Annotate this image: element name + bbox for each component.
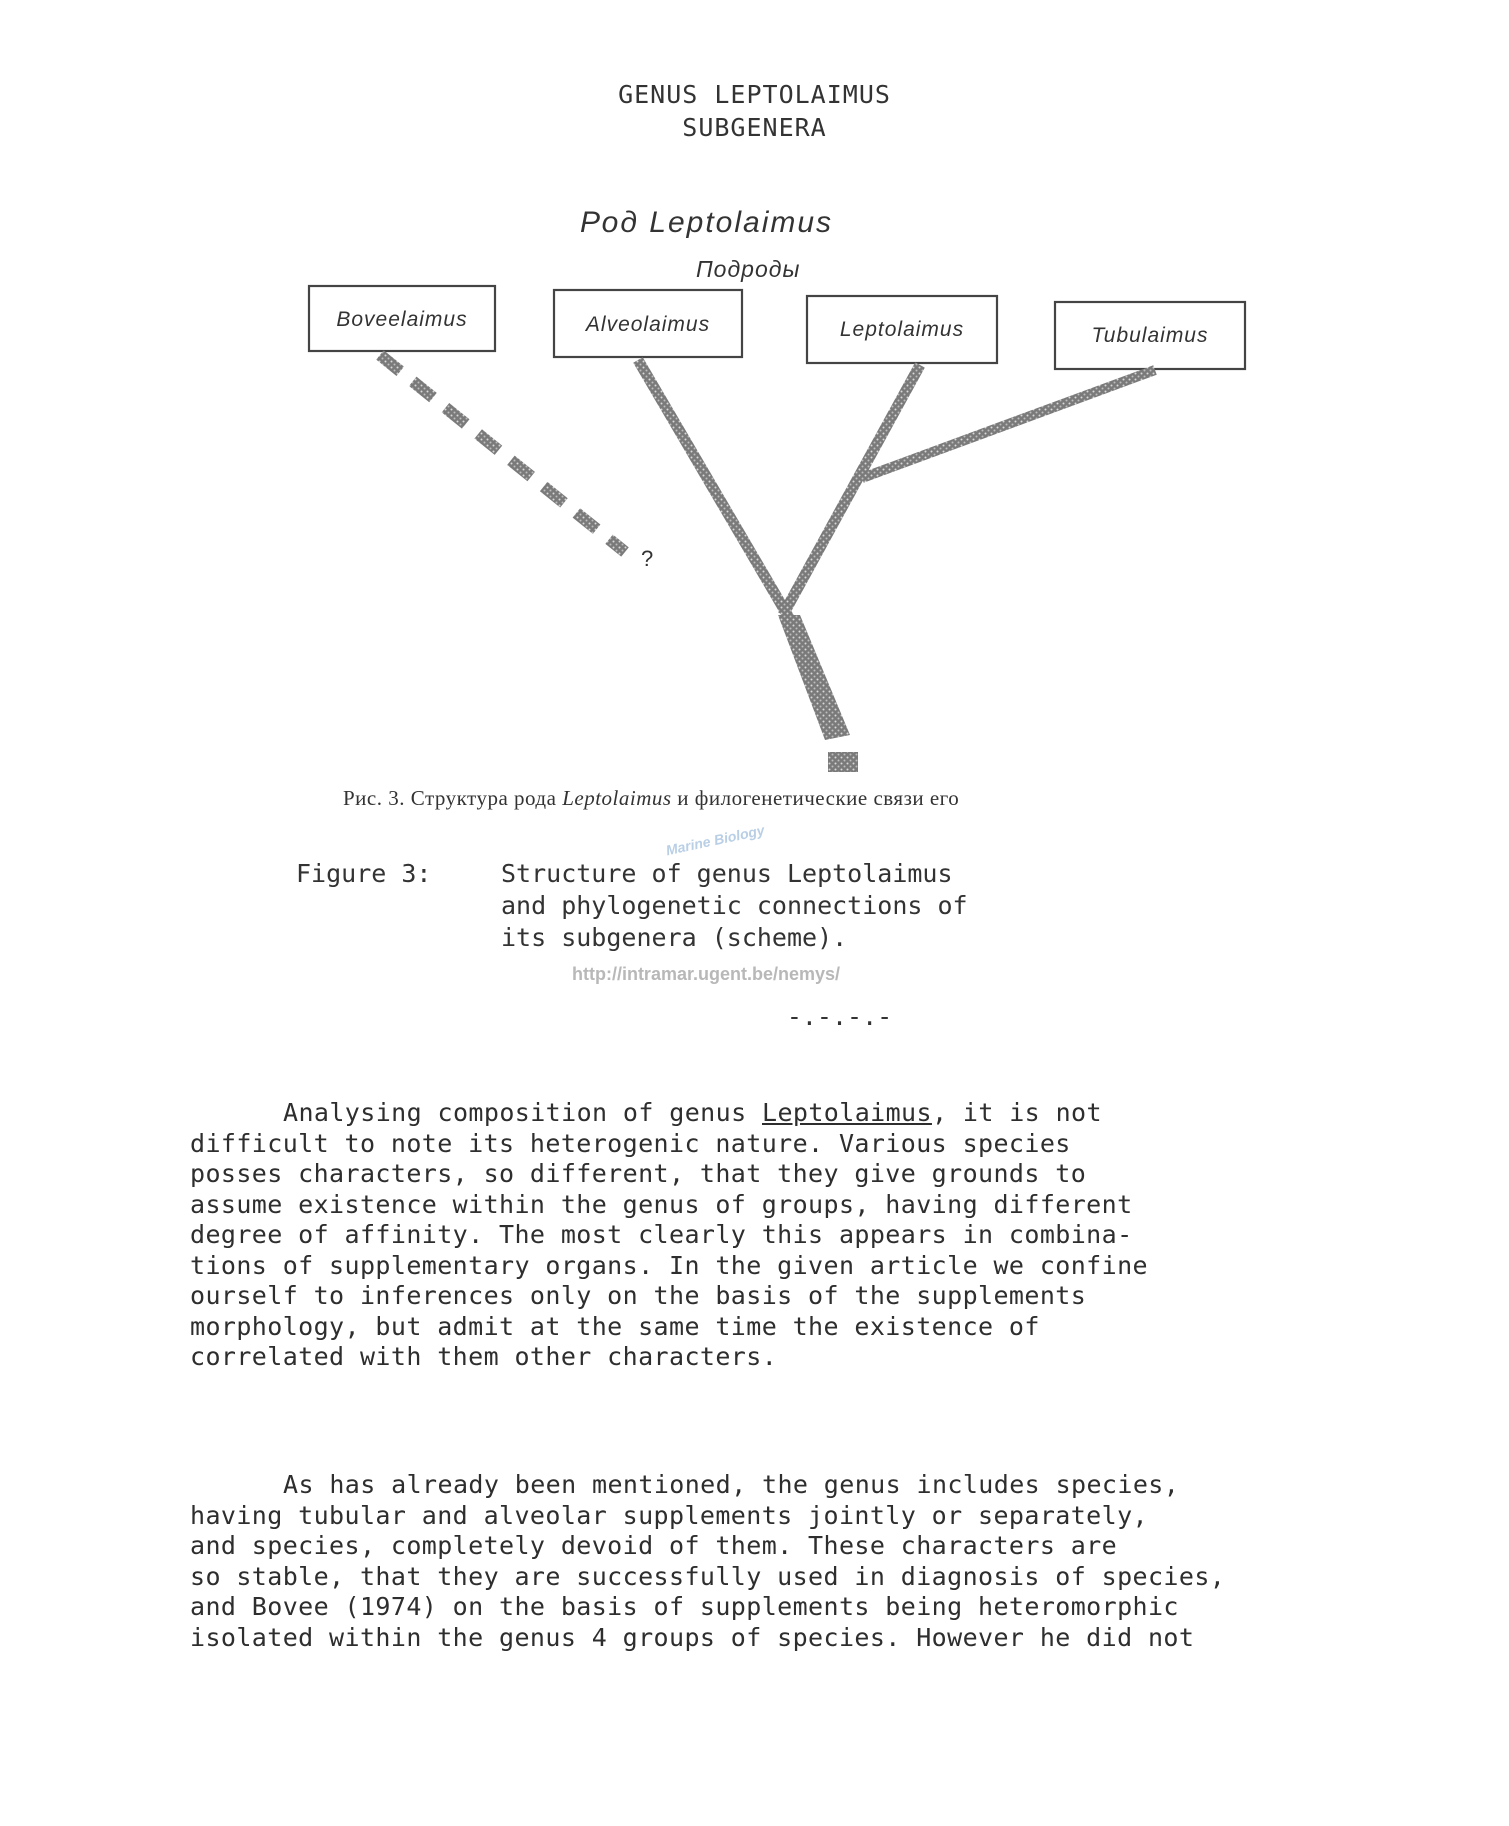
- box-label-alveolaimus: Alveolaimus: [585, 313, 711, 336]
- diagram-heading: Род Leptolaimus: [580, 206, 834, 239]
- branch-alveolaimus: [638, 360, 795, 628]
- paragraph-2: [190, 1470, 1225, 1653]
- figure-caption-ru: [343, 786, 1243, 811]
- caption-en-line: Structure of genus Leptolaimus: [501, 859, 953, 888]
- paragraph-line: and Bovee (1974) on the basis of supplements being heteromorphic: [190, 1592, 1179, 1621]
- figure-label: Figure 3:: [296, 859, 432, 888]
- branch-leptolaimus: [783, 365, 920, 615]
- subgenus-box-leptolaimus: [807, 296, 997, 363]
- section-separator: -.-.-.-: [786, 1002, 893, 1031]
- paragraph-line: assume existence within the genus of groups, having different: [190, 1189, 1133, 1219]
- question-mark: ?: [641, 546, 654, 571]
- paragraph-line: so stable, that they are successfully used in diagnosis of species,: [190, 1561, 1226, 1591]
- watermark-url: http://intramar.ugent.be/nemys/: [571, 964, 841, 984]
- trunk: [778, 615, 850, 740]
- paragraph-line: posses characters, so different, that they give grounds to: [190, 1159, 1087, 1188]
- paragraph-line: having tubular and alveolar supplements jointly or separately,: [190, 1500, 1148, 1530]
- paragraph-line: correlated with them other characters.: [190, 1342, 778, 1371]
- box-label-boveelaimus: Boveelaimus: [336, 308, 468, 331]
- title-line-1: GENUS LEPTOLAIMUS: [618, 80, 891, 109]
- genus-name-underlined: Leptolaimus: [762, 1098, 932, 1127]
- trunk-base: [828, 752, 858, 772]
- subgenus-box-tubulaimus: [1055, 302, 1245, 369]
- watermark-logo: Marine Biology: [664, 821, 766, 859]
- diagram-subheading: Подроды: [696, 256, 801, 282]
- box-label-leptolaimus: Leptolaimus: [839, 318, 965, 341]
- subgenus-box-boveelaimus: [309, 286, 495, 351]
- branch-boveelaimus-dashed: [380, 355, 625, 552]
- paragraph-1: [190, 1098, 1148, 1373]
- title-line-2: SUBGENERA: [682, 113, 827, 142]
- caption-ru-suffix: и филогенетические связи его: [671, 786, 960, 810]
- paragraph-line: morphology, but admit at the same time the existence of: [190, 1311, 1040, 1341]
- paragraph-line: tions of supplementary organs. In the given article we confine: [190, 1250, 1148, 1280]
- para1-text: , it is not: [931, 1098, 1102, 1127]
- subgenus-box-alveolaimus: [554, 290, 742, 357]
- paragraph-line: isolated within the genus 4 groups of species. However he did not: [190, 1622, 1195, 1652]
- paragraph-line: difficult to note its heterogenic nature. Various species: [190, 1128, 1071, 1158]
- paragraph-line: [190, 1098, 1148, 1129]
- caption-ru-prefix: Рис. 3. Структура рода: [343, 786, 563, 810]
- caption-en-line: and phylogenetic connections of: [501, 891, 968, 920]
- para1-text: Analysing composition of genus: [283, 1098, 762, 1127]
- box-label-tubulaimus: Tubulaimus: [1091, 324, 1209, 347]
- caption-ru-genus: Leptolaimus: [562, 786, 672, 810]
- paragraph-line: As has already been mentioned, the genus includes species,: [283, 1470, 1180, 1499]
- caption-en-line: its subgenera (scheme).: [501, 923, 848, 952]
- paragraph-line: ourself to inferences only on the basis of the supplements: [190, 1281, 1087, 1310]
- paragraph-line: degree of affinity. The most clearly this appears in combina-: [190, 1220, 1133, 1249]
- paragraph-line: and species, completely devoid of them. These characters are: [190, 1531, 1118, 1560]
